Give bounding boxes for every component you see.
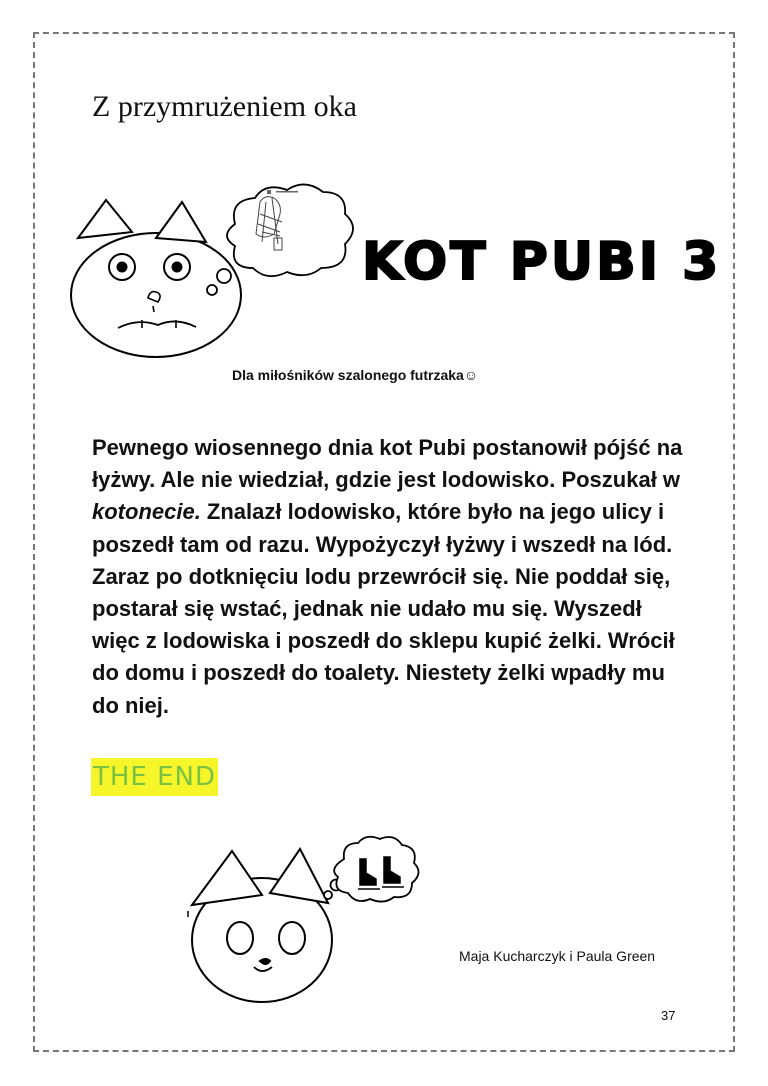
story-part-1: Pewnego wiosennego dnia kot Pubi postanowił pójść na łyżwy. Ale nie wiedział, gdzie jest lodowisko. Poszukał w (92, 435, 683, 493)
story-part-2: Znalazł lodowisko, które było na jego ulicy i poszedł tam od razu. Wypożyczył łyżwy i wszedł na lód. Zaraz po dotknięciu lodu przewrócił się. Nie poddał się, postarał się wstać, jednak nie udało mu się. Wyszedł więc z lodowiska i poszedł do sklepu kupić żelki. Wrócił do domu i poszedł do toalety. Niestety żelki wpadły mu do niej. (92, 499, 675, 718)
the-end-label: THE END (91, 758, 218, 796)
cat-skates-thought-icon (180, 835, 420, 1005)
cat-face-thought-icon (60, 180, 360, 365)
story-title: KOT PUBI 3 (362, 232, 722, 292)
section-title: Z przymrużeniem oka (92, 90, 357, 123)
story-emphasis: kotonecie. (92, 499, 201, 525)
dedication-text: Dla miłośników szalonego futrzaka☺ (232, 367, 479, 383)
authors-text: Maja Kucharczyk i Paula Green (459, 948, 656, 964)
page-number: 37 (661, 1008, 676, 1023)
story-text (92, 432, 692, 722)
